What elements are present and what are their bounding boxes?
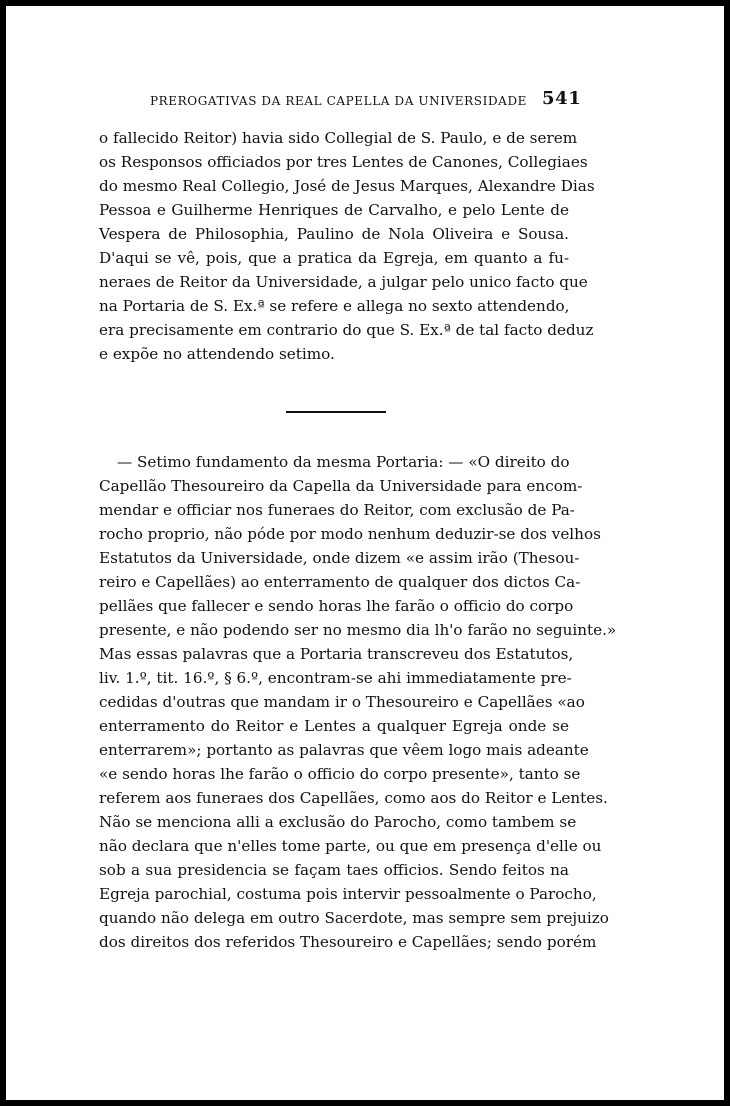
text-line: Vespera de Philosophia, Paulino de Nola Oliveira e Sousa. <box>99 225 569 243</box>
text-line: D'aqui se vê, pois, que a pratica da Egreja, em quanto a fu- <box>99 249 569 267</box>
text-line: era precisamente em contrario do que S. Ex.ª de tal facto deduz <box>99 321 594 339</box>
header-title: PREROGATIVAS DA REAL CAPELLA DA UNIVERSIDADE <box>150 94 528 108</box>
text-line: Mas essas palavras que a Portaria transcreveu dos Estatutos, <box>99 645 574 663</box>
text-line: na Portaria de S. Ex.ª se refere e allega no sexto attendendo, <box>99 297 570 315</box>
text-line: o fallecido Reitor) havia sido Collegial de S. Paulo, e de serem <box>99 129 578 147</box>
text-line: quando não delega em outro Sacerdote, mas sempre sem prejuizo <box>99 909 609 927</box>
paragraph-2 <box>99 450 617 954</box>
text-line: cedidas d'outras que mandam ir o Thesoureiro e Capellães «ao <box>99 693 585 711</box>
text-line: enterrarem»; portanto as palavras que vêem logo mais adeante <box>99 741 589 759</box>
text-line: reiro e Capellães) ao enterramento de qualquer dos dictos Ca- <box>99 573 581 591</box>
text-line: presente, e não podendo ser no mesmo dia lh'o farão no seguinte.» <box>99 621 617 639</box>
text-line: Não se menciona alli a exclusão do Parocho, como tambem se <box>99 813 577 831</box>
text-line: liv. 1.º, tit. 16.º, § 6.º, encontram-se ahi immediatamente pre- <box>99 669 572 687</box>
text-line: enterramento do Reitor e Lentes a qualquer Egreja onde se <box>99 717 569 735</box>
section-divider <box>286 411 386 413</box>
text-line: «e sendo horas lhe farão o officio do corpo presente», tanto se <box>99 765 581 783</box>
text-line: Estatutos da Universidade, onde dizem «e assim irão (Thesou- <box>99 549 580 567</box>
text-line: sob a sua presidencia se façam taes officios. Sendo feitos na <box>99 861 569 879</box>
text-line: — Setimo fundamento da mesma Portaria: — «O direito do <box>117 453 570 471</box>
paragraph-1 <box>99 126 595 366</box>
text-line: Capellão Thesoureiro da Capella da Universidade para encom- <box>99 477 583 495</box>
text-line: Egreja parochial, costuma pois intervir pessoalmente o Parocho, <box>99 885 597 903</box>
text-line: pellães que fallecer e sendo horas lhe farão o officio do corpo <box>99 597 574 615</box>
text-line: e expõe no attendendo setimo. <box>99 345 335 363</box>
text-line: mendar e officiar nos funeraes do Reitor, com exclusão de Pa- <box>99 501 575 519</box>
text-line: referem aos funeraes dos Capellães, como aos do Reitor e Lentes. <box>99 789 608 807</box>
text-line: rocho proprio, não póde por modo nenhum deduzir-se dos velhos <box>99 525 601 543</box>
text-line: os Responsos officiados por tres Lentes de Canones, Collegiaes <box>99 153 588 171</box>
text-line: Pessoa e Guilherme Henriques de Carvalho, e pelo Lente de <box>99 201 569 219</box>
text-line: do mesmo Real Collegio, José de Jesus Marques, Alexandre Dias <box>99 177 595 195</box>
text-line: neraes de Reitor da Universidade, a julgar pelo unico facto que <box>99 273 588 291</box>
text-line: dos direitos dos referidos Thesoureiro e Capellães; sendo porém <box>99 933 597 951</box>
page-number: 541 <box>542 88 582 109</box>
text-line: não declara que n'elles tome parte, ou que em presença d'elle ou <box>99 837 602 855</box>
